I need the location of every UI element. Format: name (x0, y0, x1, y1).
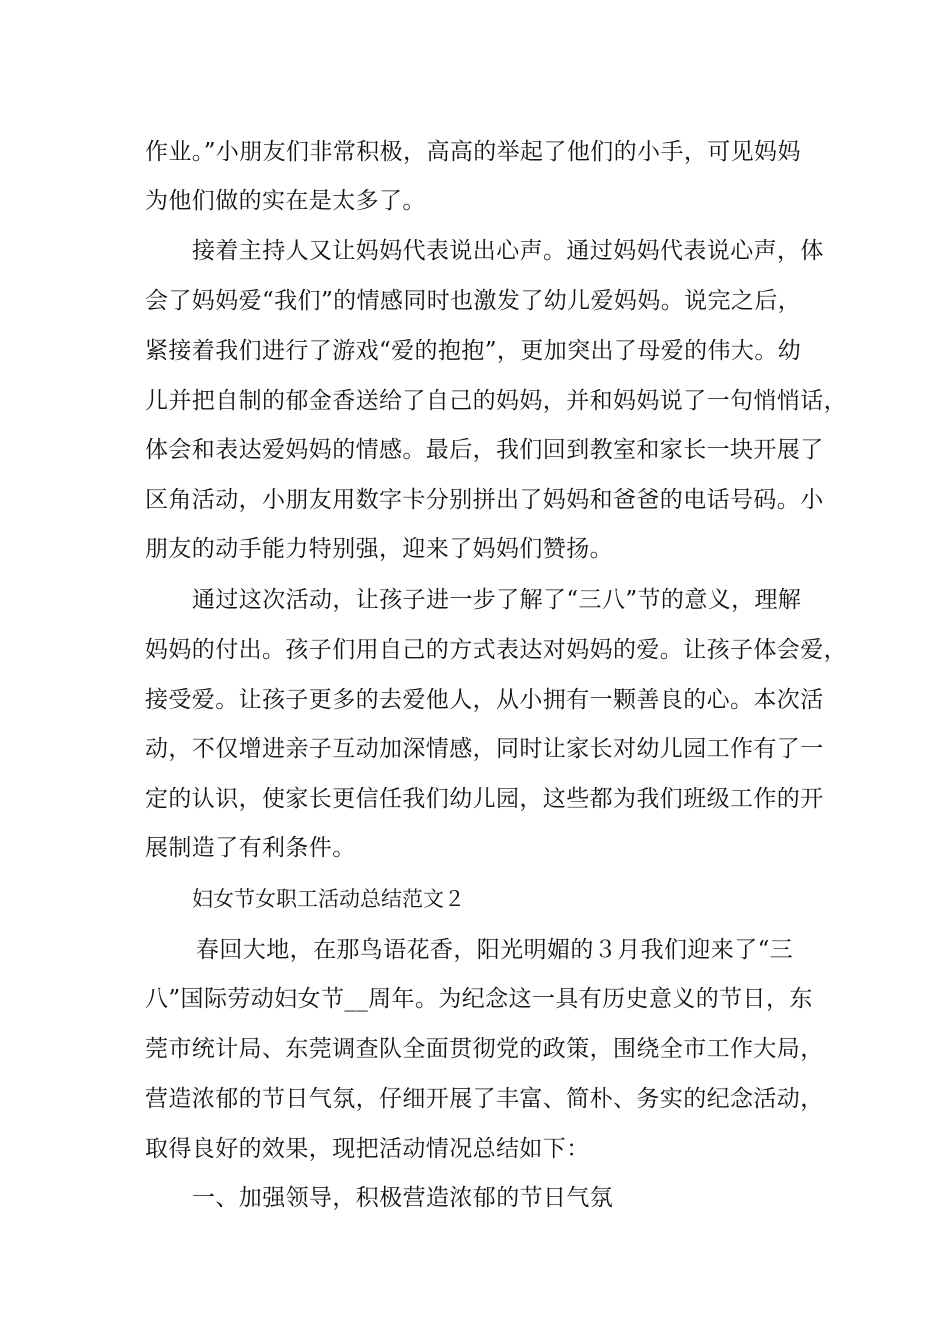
subheading: 一、加强领导，积极营造浓郁的节日气氛 (192, 1185, 614, 1211)
paragraph-line: 妈妈的付出。孩子们用自己的方式表达对妈妈的爱。让孩子体会爱， (145, 637, 847, 663)
section-title: 妇女节女职工活动总结范文２ (192, 887, 465, 911)
paragraph-line: 取得良好的效果，现把活动情况总结如下： (145, 1136, 590, 1162)
paragraph-line: 紧接着我们进行了游戏“爱的抱抱”，更加突出了母爱的伟大。幼 (145, 338, 802, 364)
paragraph-line: 区角活动，小朋友用数字卡分别拼出了妈妈和爸爸的电话号码。小 (145, 487, 824, 513)
paragraph-line: 定的认识，使家长更信任我们幼儿园，这些都为我们班级工作的开 (145, 786, 824, 812)
paragraph-line: 春回大地，在那鸟语花香，阳光明媚的３月我们迎来了“三 (196, 937, 794, 963)
paragraph-line: 朋友的动手能力特别强，迎来了妈妈们赞扬。 (145, 536, 613, 562)
paragraph-line: 作业。”小朋友们非常积极，高高的举起了他们的小手，可见妈妈 (145, 139, 801, 165)
paragraph-line: 展制造了有利条件。 (145, 835, 356, 861)
paragraph-line: 通过这次活动，让孩子进一步了解了“三八”节的意义，理解 (192, 587, 802, 613)
paragraph-line: 八”国际劳动妇女节__周年。为纪念这一具有历史意义的节日，东 (145, 986, 813, 1012)
paragraph-line: 接着主持人又让妈妈代表说出心声。通过妈妈代表说心声，体 (192, 238, 824, 264)
paragraph-line: 为他们做的实在是太多了。 (145, 188, 426, 214)
paragraph-line: 儿并把自制的郁金香送给了自己的妈妈，并和妈妈说了一句悄悄话， (145, 388, 847, 414)
paragraph-line: 体会和表达爱妈妈的情感。最后，我们回到教室和家长一块开展了 (145, 437, 824, 463)
paragraph-line: 接受爱。让孩子更多的去爱他人，从小拥有一颗善良的心。本次活 (145, 687, 824, 713)
paragraph-line: 会了妈妈爱“我们”的情感同时也激发了幼儿爱妈妈。说完之后， (145, 288, 802, 314)
paragraph-line: 营造浓郁的节日气氛，仔细开展了丰富、简朴、务实的纪念活动， (145, 1086, 824, 1112)
paragraph-line: 莞市统计局、东莞调查队全面贯彻党的政策，围绕全市工作大局， (145, 1036, 824, 1062)
paragraph-line: 动，不仅增进亲子互动加深情感，同时让家长对幼儿园工作有了一 (145, 736, 824, 762)
